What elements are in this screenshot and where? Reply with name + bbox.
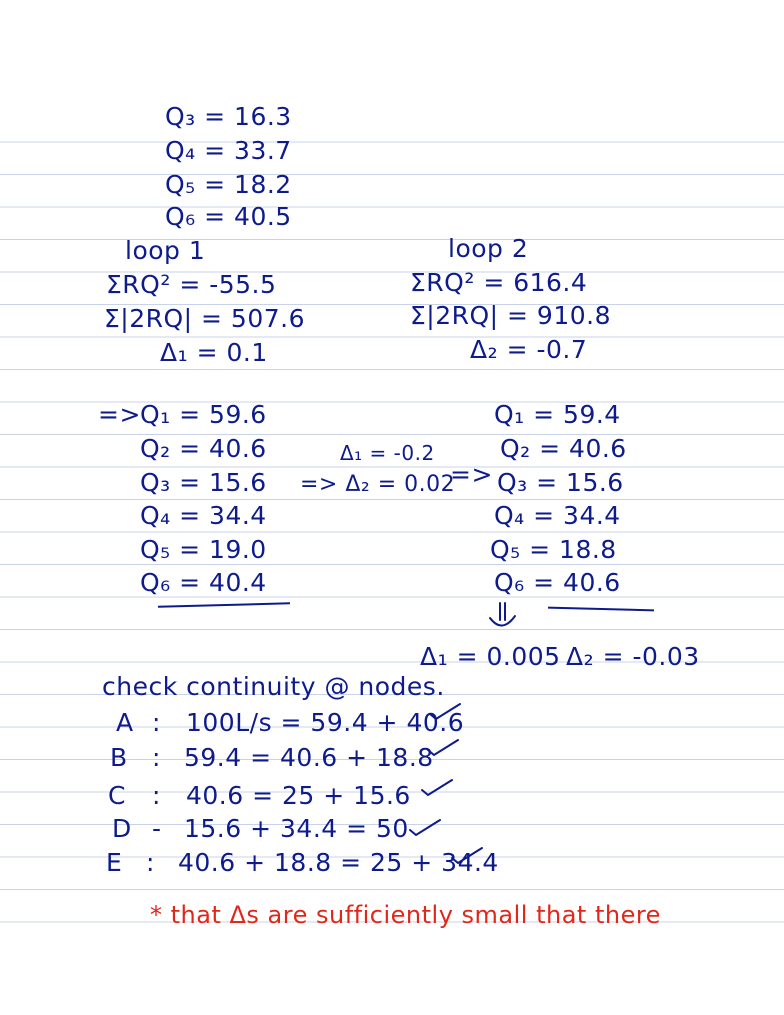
right-flow-q2: Q₂ = 40.6 bbox=[500, 434, 627, 463]
middle-delta2: => Δ₂ = 0.02 bbox=[300, 472, 456, 497]
node-a-equation: 100L/s = 59.4 + 40.6 bbox=[186, 708, 465, 737]
checkmark-icon bbox=[420, 778, 454, 796]
node-e-label: E bbox=[106, 848, 123, 877]
node-a-sep: : bbox=[152, 708, 161, 737]
checkmark-icon bbox=[428, 702, 462, 720]
loop1-heading: loop 1 bbox=[125, 236, 206, 265]
middle-delta1: Δ₁ = -0.2 bbox=[340, 441, 435, 465]
left-flow-q3: Q₃ = 15.6 bbox=[140, 468, 267, 497]
left-arrow: => bbox=[98, 400, 141, 429]
top-flow-q3: Q₃ = 16.3 bbox=[165, 102, 292, 131]
node-d-equation: 15.6 + 34.4 = 50 bbox=[184, 814, 409, 843]
node-e-equation: 40.6 + 18.8 = 25 + 34.4 bbox=[178, 848, 499, 877]
loop2-sum-rq2: ΣRQ² = 616.4 bbox=[410, 268, 588, 297]
node-c-label: C bbox=[108, 781, 126, 810]
node-c-sep: : bbox=[152, 781, 161, 810]
left-flow-q2: Q₂ = 40.6 bbox=[140, 434, 267, 463]
final-delta1: Δ₁ = 0.005 bbox=[420, 642, 561, 671]
right-flow-q6: Q₆ = 40.6 bbox=[494, 568, 621, 597]
top-flow-q6: Q₆ = 40.5 bbox=[165, 202, 292, 231]
checkmark-icon bbox=[450, 846, 484, 864]
right-flow-q4: Q₄ = 34.4 bbox=[494, 501, 621, 530]
middle-arrow: => bbox=[450, 460, 493, 489]
right-flow-q1: Q₁ = 59.4 bbox=[494, 400, 621, 429]
loop1-sum-abs: Σ|2RQ| = 507.6 bbox=[104, 304, 306, 333]
loop1-sum-rq2: ΣRQ² = -55.5 bbox=[106, 270, 277, 299]
node-d-label: D bbox=[112, 814, 132, 843]
loop2-heading: loop 2 bbox=[448, 234, 529, 263]
down-arrow-icon bbox=[484, 600, 520, 634]
continuity-heading: check continuity @ nodes. bbox=[102, 672, 445, 701]
left-flow-q5: Q₅ = 19.0 bbox=[140, 535, 267, 564]
left-flow-q6: Q₆ = 40.4 bbox=[140, 568, 267, 597]
node-b-label: B bbox=[110, 743, 128, 772]
right-flows-underline bbox=[548, 607, 654, 612]
loop2-sum-abs: Σ|2RQ| = 910.8 bbox=[410, 301, 612, 330]
node-d-sep: - bbox=[152, 814, 162, 843]
node-c-equation: 40.6 = 25 + 15.6 bbox=[186, 781, 411, 810]
node-b-equation: 59.4 = 40.6 + 18.8 bbox=[184, 743, 434, 772]
left-flow-q4: Q₄ = 34.4 bbox=[140, 501, 267, 530]
page-top-margin bbox=[0, 0, 784, 110]
loop2-delta: Δ₂ = -0.7 bbox=[470, 335, 588, 364]
final-delta2: Δ₂ = -0.03 bbox=[566, 642, 700, 671]
left-flows-underline bbox=[158, 602, 290, 607]
checkmark-icon bbox=[426, 738, 460, 756]
top-flow-q4: Q₄ = 33.7 bbox=[165, 136, 292, 165]
node-a-label: A bbox=[116, 708, 134, 737]
node-b-sep: : bbox=[152, 743, 161, 772]
right-flow-q3: Q₃ = 15.6 bbox=[497, 468, 624, 497]
red-note: * that Δs are sufficiently small that there bbox=[150, 901, 661, 929]
top-flow-q5: Q₅ = 18.2 bbox=[165, 170, 292, 199]
page-bottom-margin bbox=[0, 945, 784, 1015]
right-flow-q5: Q₅ = 18.8 bbox=[490, 535, 617, 564]
left-flow-q1: Q₁ = 59.6 bbox=[140, 400, 267, 429]
checkmark-icon bbox=[408, 818, 442, 836]
node-e-sep: : bbox=[146, 848, 155, 877]
loop1-delta: Δ₁ = 0.1 bbox=[160, 338, 268, 367]
